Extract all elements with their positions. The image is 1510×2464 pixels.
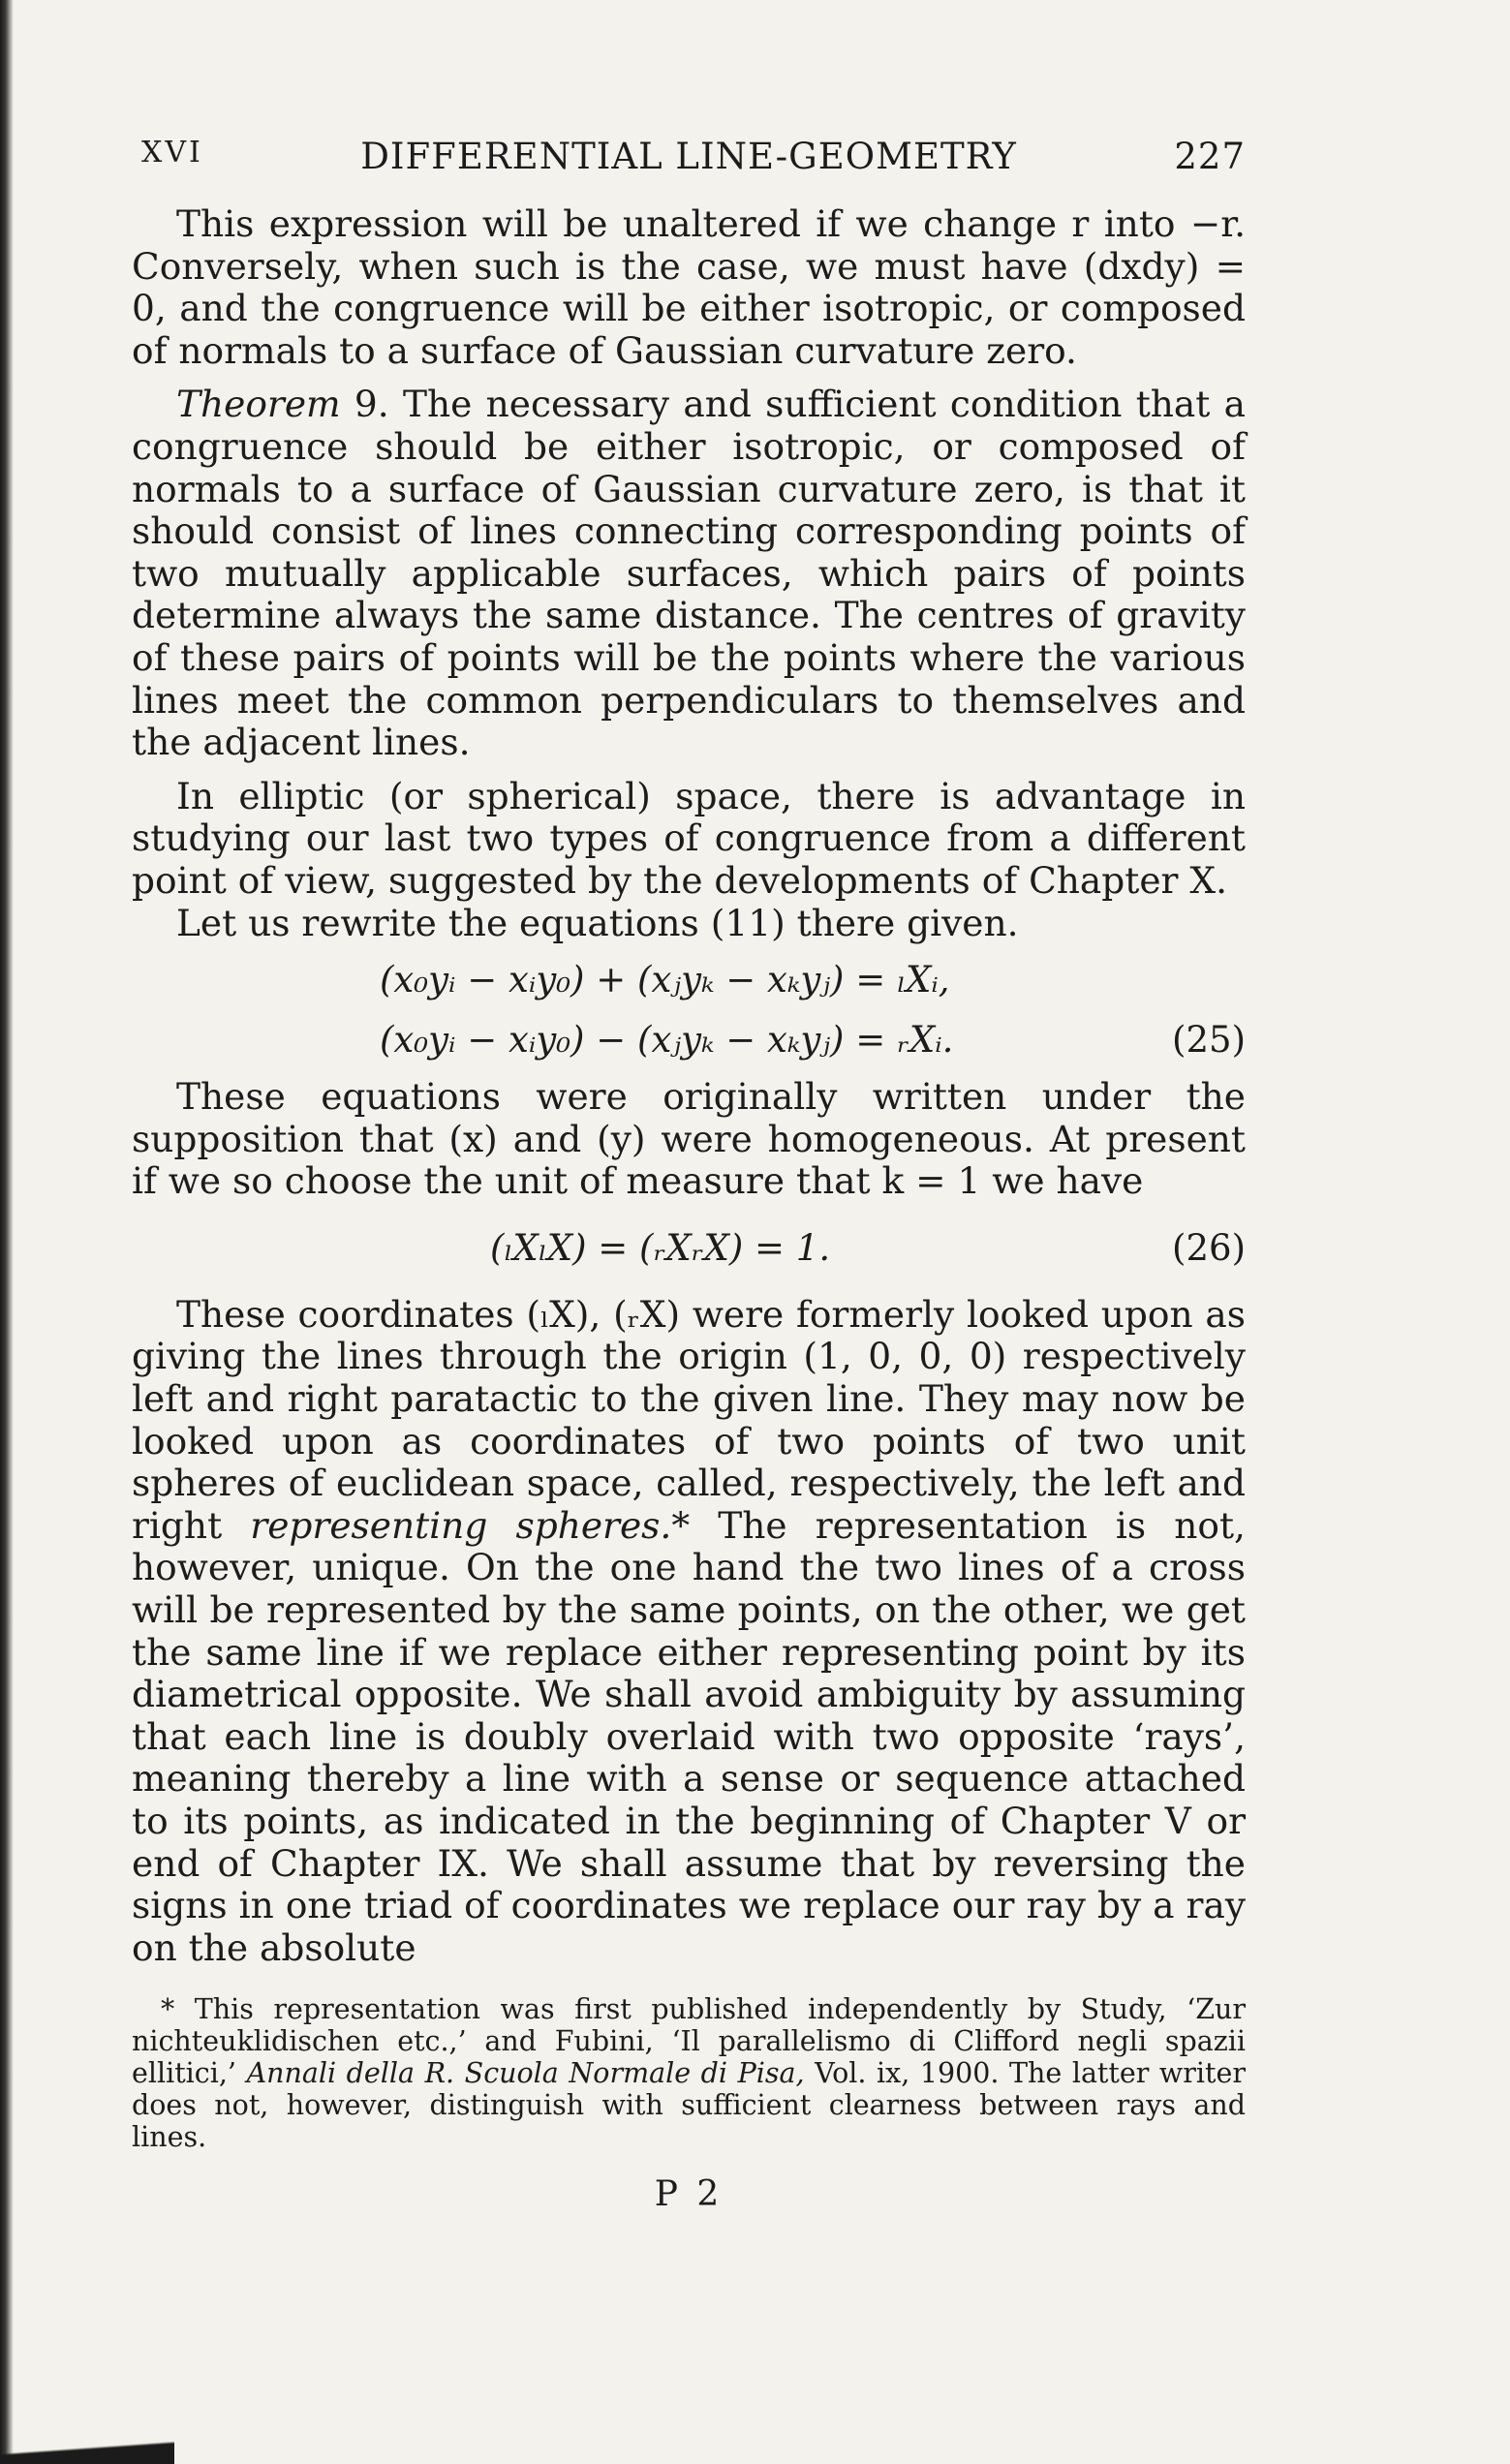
theorem-text: 9. The necessary and sufficient condition that a congruence should be either isotropic, or composed of normals to a surface of Gaussian curvature zero, is that it should consist of lines connecting corresponding points of two mutually applicable surfaces, which pairs of points determine always the same distance. The centres of gravity of these pairs of points will be the points where the various lines meet the common perpendiculars to themselves and the adjacent lines. [132,383,1246,764]
page [132,136,1246,2214]
theorem-label: Theorem [176,383,341,426]
paragraph-6 [132,1294,1246,1970]
equation-26 [132,1224,1246,1273]
book-spine-shadow [0,0,14,2464]
paragraph-6-text-b: * The representation is not, however, unique. On the one hand the two lines of a cross will be represented by the same points, on the other, we get the same line if we replace either representing point by its diametrical opposite. We shall avoid ambiguity by assuming that each line is doubly overlaid with two opposite ‘rays’, meaning thereby a line with a sense or sequence attached to its points, as indicated in the beginning of Chapter V or end of Chapter IX. We shall assume that by reversing the signs in one triad of coordinates we replace our ray by a ray on the absolute [132,1503,1246,1969]
running-header [132,136,1246,203]
paragraph-5: These equations were originally written under the supposition that (x) and (y) were homogeneous. At present if we so choose the unit of measure that k = 1 we have [132,1075,1246,1203]
paragraph-theorem [132,384,1246,763]
signature-mark: P 2 [654,2174,724,2215]
footnote [132,1994,1246,2153]
running-title: DIFFERENTIAL LINE-GEOMETRY [360,136,1017,177]
footnote-journal: Annali della R. Scuola Normale di Pisa, [246,2056,805,2089]
footnote-text-a: * This representation was first published independently by Study, ‘Zur nichteuklidischen etc.,’ and Fubini, ‘Il parallelismo di Clifford negli spazii ellitici,’ [132,1993,1246,2089]
equation-text: (x₀yᵢ − xᵢy₀) + (xⱼyₖ − xₖyⱼ) = ₗXᵢ, [380,959,950,1001]
equation-25-line-1 [132,956,1246,1004]
footnote-text-b: Vol. ix, 1900. The latter writer does not, however, distinguish with sufficient clearness between rays and lines. [132,2056,1246,2153]
equation-text: (x₀yᵢ − xᵢy₀) − (xⱼyₖ − xₖyⱼ) = ᵣXᵢ. [380,1019,954,1062]
paragraph-4: Let us rewrite the equations (11) there given. [176,901,1019,944]
page-corner-shadow [0,2425,174,2464]
equation-text: (ₗXₗX) = (ᵣXᵣX) = 1. [490,1226,831,1269]
equation-number: (26) [1172,1226,1246,1269]
emphasis-representing-spheres: representing spheres. [250,1503,672,1547]
equation-number: (25) [1172,1019,1246,1062]
paragraph-3: In elliptic (or spherical) space, there is advantage in studying our last two types of congruence from a different point of view, suggested by the developments of Chapter X. [132,774,1246,902]
paragraph-6-text-a: These coordinates (ₗX), (ᵣX) were formerly looked upon as giving the lines through the origin (1, 0, 0, 0) respectively left and right paratactic to the given line. They may now be looked upon as coordinates of two points of two unit spheres of euclidean space, called, respectively, the left and right [132,1292,1246,1547]
paragraph-1: This expression will be unaltered if we change r into −r. Conversely, when such is the case, we must have (dxdy) = 0, and the congruence will be either isotropic, or composed of normals to a surface of Gaussian curvature zero. [132,202,1246,372]
page-number: 227 [1174,136,1246,177]
chapter-number: XVI [141,136,203,169]
equation-25-line-2 [132,1016,1246,1064]
